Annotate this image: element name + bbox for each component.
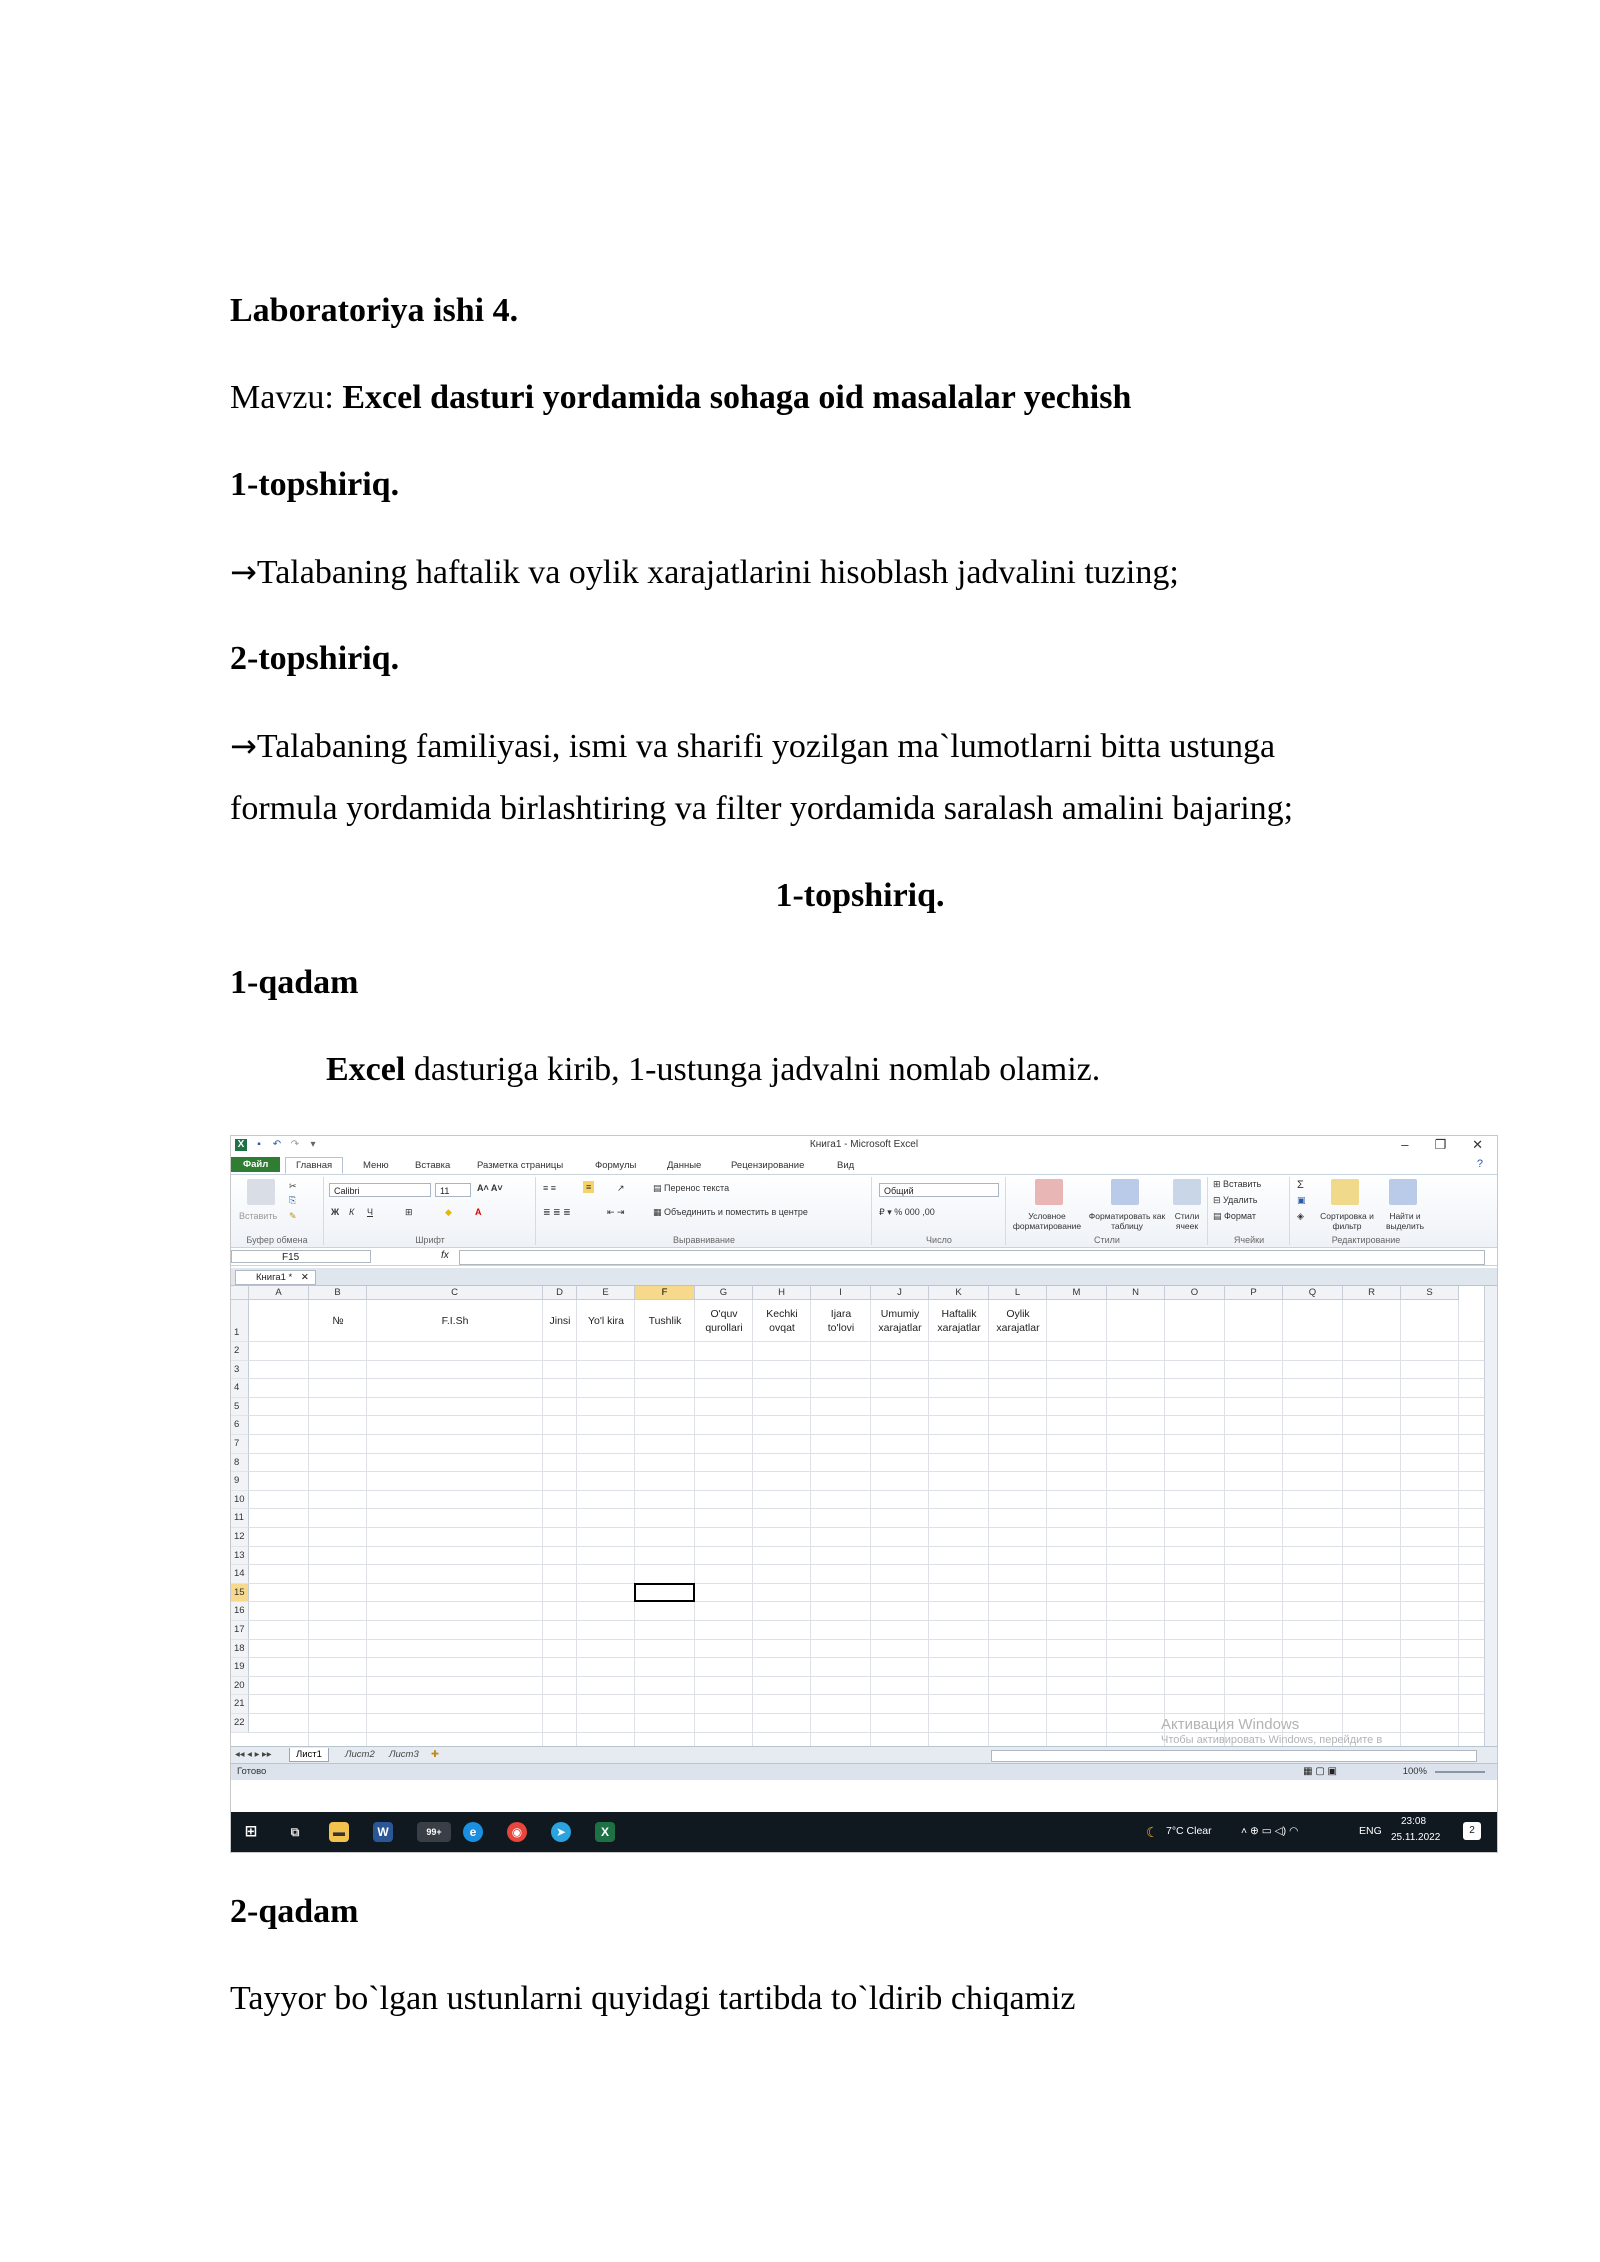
fill-color-icon[interactable]: ◆ — [445, 1207, 452, 1217]
styles-group — [1007, 1177, 1208, 1245]
grid-line — [1400, 1300, 1401, 1746]
column-header[interactable]: L — [989, 1286, 1047, 1300]
format-cells-icon: ▤ — [1213, 1211, 1225, 1221]
column-header[interactable]: G — [695, 1286, 753, 1300]
edge-icon[interactable]: e — [463, 1822, 483, 1842]
formula-bar — [231, 1249, 1497, 1266]
row-header[interactable]: 19 — [231, 1658, 249, 1677]
grid-line — [249, 1620, 1489, 1621]
row-header[interactable]: 4 — [231, 1379, 249, 1398]
wrap-text-button[interactable] — [653, 1183, 729, 1194]
delete-cells-label: Удалить — [1223, 1195, 1258, 1205]
align-left-icon[interactable]: ≣ ≣ ≣ — [543, 1207, 571, 1217]
lab-title: Laboratoriya ishi 4. — [230, 292, 519, 329]
grid-line — [1458, 1300, 1459, 1746]
tab-review[interactable]: Рецензирование — [731, 1160, 805, 1171]
header-cell[interactable] — [929, 1307, 989, 1335]
delete-cells-icon: ⊟ — [1213, 1195, 1224, 1205]
grid-line — [308, 1300, 309, 1746]
styles-group-label: Стили — [1094, 1235, 1120, 1245]
undo-icon[interactable]: ↶ — [272, 1139, 282, 1150]
active-cell[interactable] — [634, 1583, 695, 1603]
header-cell[interactable] — [309, 1314, 367, 1328]
grid-line — [988, 1300, 989, 1746]
word-icon[interactable]: W — [373, 1822, 393, 1842]
row-header[interactable]: 2 — [231, 1342, 249, 1361]
editing-group — [1291, 1177, 1441, 1245]
grid-line — [576, 1300, 577, 1746]
number-format-select[interactable]: Общий — [879, 1183, 999, 1197]
window-controls — [1401, 1137, 1483, 1153]
grid-line — [542, 1300, 543, 1746]
grid-line — [1164, 1300, 1165, 1746]
number-group — [873, 1177, 1006, 1245]
row-header[interactable]: 1 — [231, 1300, 249, 1342]
row-header[interactable]: 8 — [231, 1454, 249, 1473]
step1-text — [326, 1048, 1100, 1092]
formula-input[interactable] — [459, 1250, 1485, 1265]
row-header[interactable]: 21 — [231, 1695, 249, 1714]
header-cell-line: Tushlik — [648, 1315, 682, 1327]
header-cell-line: xarajatlar — [996, 1322, 1040, 1334]
grid-line — [1106, 1300, 1107, 1746]
file-explorer-icon[interactable]: ▬ — [329, 1822, 349, 1842]
grid-line — [249, 1601, 1489, 1602]
excel-screenshot — [230, 1135, 1498, 1853]
weather-text[interactable]: 7°C Clear — [1166, 1825, 1212, 1837]
header-cell-line: Jinsi — [549, 1315, 571, 1327]
task2-text-1: Talabaning familiyasi, ismi va sharifi yozilgan ma`lumotlarni bitta ustunga — [256, 728, 1276, 765]
grid-line — [249, 1341, 1489, 1342]
tab-home[interactable]: Главная — [285, 1157, 343, 1174]
align-top-icon[interactable]: ≡ ≡ — [543, 1183, 557, 1193]
align-middle-icon[interactable]: ≡ — [583, 1181, 594, 1193]
grid-line — [634, 1300, 635, 1746]
column-header[interactable]: B — [309, 1286, 367, 1300]
window-title: Книга1 - Microsoft Excel — [809, 1139, 919, 1150]
insert-cells-button[interactable] — [1213, 1179, 1261, 1190]
step1-bold: Excel — [326, 1051, 406, 1088]
cut-icon[interactable]: ✂ — [289, 1181, 297, 1191]
header-cell-line: Haftalik — [941, 1308, 977, 1320]
vertical-scrollbar[interactable] — [1484, 1286, 1497, 1746]
conditional-format-label[interactable]: Условное форматирование — [1012, 1211, 1082, 1231]
header-cell[interactable] — [635, 1314, 695, 1328]
column-header[interactable]: C — [367, 1286, 543, 1300]
grid-line — [249, 1508, 1489, 1509]
header-cell-line: № — [332, 1315, 344, 1327]
format-table-label[interactable]: Форматировать как таблицу — [1088, 1211, 1166, 1231]
tab-menu[interactable]: Меню — [363, 1160, 389, 1171]
column-header[interactable]: K — [929, 1286, 989, 1300]
clipboard-group — [231, 1177, 324, 1245]
row-header[interactable]: 11 — [231, 1509, 249, 1528]
task-view-icon[interactable]: ⧉ — [290, 1825, 300, 1839]
mail-icon[interactable] — [417, 1822, 451, 1842]
column-header[interactable]: Q — [1283, 1286, 1343, 1300]
row-header[interactable]: 17 — [231, 1621, 249, 1640]
new-sheet-icon[interactable]: ✚ — [431, 1749, 439, 1760]
mail-badge: 99+ — [426, 1827, 442, 1837]
insert-cells-label: Вставить — [1223, 1179, 1262, 1189]
borders-icon[interactable]: ⊞ — [405, 1207, 413, 1217]
sheet-nav-icon[interactable]: ◂◂ ◂ ▸ ▸▸ — [235, 1749, 272, 1760]
tab-formulas[interactable]: Формулы — [595, 1160, 637, 1171]
grid-line — [249, 1434, 1489, 1435]
copy-icon[interactable]: ⎘ — [289, 1195, 297, 1205]
grid-line — [249, 1415, 1489, 1416]
grid-line — [249, 1360, 1489, 1361]
sheet-tab-2[interactable]: Лист2 — [345, 1749, 375, 1760]
task2-text-line2: formula yordamida birlashtiring va filter yordamida saralash amalini bajaring; — [230, 790, 1294, 827]
watermark-title: Активация Windows — [1161, 1716, 1300, 1733]
grid-line — [249, 1490, 1489, 1491]
header-cell[interactable] — [811, 1307, 871, 1335]
font-group-label: Шрифт — [415, 1235, 445, 1245]
ribbon-tabs — [231, 1156, 1497, 1175]
number-format-icons[interactable]: ₽ ▾ % 000 ,00 — [879, 1207, 935, 1217]
column-header[interactable]: O — [1165, 1286, 1225, 1300]
tab-view[interactable]: Вид — [837, 1160, 855, 1171]
step1-heading: 1-qadam — [230, 964, 359, 1001]
zoom-slider[interactable] — [1435, 1771, 1485, 1773]
header-cell[interactable] — [543, 1314, 577, 1328]
clipboard-group-label: Буфер обмена — [246, 1235, 308, 1245]
customize-icon[interactable]: ▾ — [310, 1139, 316, 1150]
column-header[interactable]: M — [1047, 1286, 1107, 1300]
header-cell[interactable] — [367, 1314, 543, 1328]
row-header[interactable]: 7 — [231, 1435, 249, 1454]
tab-data[interactable]: Данные — [667, 1160, 702, 1171]
telegram-icon[interactable]: ➤ — [551, 1822, 571, 1842]
font-group — [325, 1177, 536, 1245]
row-header[interactable]: 3 — [231, 1361, 249, 1380]
horizontal-scrollbar[interactable] — [991, 1750, 1477, 1762]
close-icon[interactable]: ✕ — [1472, 1137, 1483, 1152]
header-cell-line: F.I.Sh — [441, 1315, 469, 1327]
excel-taskbar-icon[interactable]: X — [595, 1822, 615, 1842]
number-group-label: Число — [926, 1235, 952, 1245]
format-table-icon[interactable] — [1111, 1179, 1139, 1205]
zoom-level[interactable]: 100% — [1402, 1766, 1427, 1777]
restore-icon[interactable]: ❐ — [1434, 1137, 1447, 1152]
alignment-group-label: Выравнивание — [673, 1235, 735, 1245]
underline-icon[interactable]: Ч — [367, 1207, 373, 1217]
grid-line — [249, 1564, 1489, 1565]
sheet-tab-1[interactable]: Лист1 — [289, 1748, 329, 1762]
clear-icon[interactable]: ◈ — [1297, 1211, 1304, 1221]
indent-icon[interactable]: ⇤ ⇥ — [607, 1207, 625, 1217]
status-bar — [231, 1763, 1497, 1780]
grid-line — [249, 1453, 1489, 1454]
paste-label[interactable]: Вставить — [239, 1211, 278, 1221]
redo-icon[interactable]: ↷ — [290, 1139, 300, 1150]
grid-line — [249, 1713, 1489, 1714]
font-size-select[interactable]: 11 — [435, 1183, 471, 1197]
header-cell-line: Umumiy — [880, 1308, 920, 1320]
workbook-tabbar — [231, 1268, 1497, 1286]
tab-file[interactable]: Файл — [231, 1157, 280, 1172]
format-cells-button[interactable] — [1213, 1211, 1256, 1222]
windows-taskbar — [231, 1812, 1497, 1852]
header-cell-line: Kechki — [766, 1308, 798, 1320]
sheet-tab-3[interactable]: Лист3 — [389, 1749, 419, 1760]
alignment-group — [537, 1177, 872, 1245]
header-cell-line: qurollari — [705, 1322, 743, 1334]
step2-text: Tayyor bo`lgan ustunlarni quyidagi tartibda to`ldirib chiqamiz — [230, 1980, 1076, 2017]
excel-logo-icon: X — [235, 1139, 247, 1151]
row-header[interactable]: 16 — [231, 1602, 249, 1621]
row-header[interactable]: 22 — [231, 1714, 249, 1733]
cells-group-label: Ячейки — [1233, 1235, 1265, 1245]
step1-rest: dasturiga kirib, 1-ustunga jadvalni nomlab olamiz. — [405, 1051, 1101, 1088]
column-header[interactable]: J — [871, 1286, 929, 1300]
header-cell[interactable] — [577, 1314, 635, 1328]
header-cell-line: Oylik — [1006, 1308, 1030, 1320]
tab-insert[interactable]: Вставка — [415, 1160, 451, 1171]
workbook-tab-label: Книга1 * — [256, 1272, 293, 1283]
grid-line — [1046, 1300, 1047, 1746]
column-header[interactable]: R — [1343, 1286, 1401, 1300]
select-all-corner[interactable] — [231, 1286, 249, 1300]
status-text: Готово — [237, 1766, 267, 1777]
grid-line — [810, 1300, 811, 1746]
find-select-label[interactable]: Найти и выделить — [1385, 1211, 1425, 1231]
grid-line — [249, 1694, 1489, 1695]
merge-center-button[interactable] — [653, 1207, 808, 1218]
grid-line — [249, 1527, 1489, 1528]
font-color-icon[interactable]: A — [475, 1207, 482, 1217]
grid-line — [249, 1397, 1489, 1398]
sheet-tabs-bar — [231, 1746, 1497, 1763]
header-cell[interactable] — [989, 1307, 1047, 1335]
row-header[interactable]: 14 — [231, 1565, 249, 1584]
grid-line — [249, 1471, 1489, 1472]
paste-icon[interactable] — [247, 1179, 275, 1205]
insert-cells-icon: ⊞ — [1213, 1179, 1224, 1189]
grid-line — [1224, 1300, 1225, 1746]
column-header[interactable]: H — [753, 1286, 811, 1300]
step2-heading: 2-qadam — [230, 1893, 359, 1930]
column-header[interactable]: I — [811, 1286, 871, 1300]
center-heading: 1-topshiriq. — [775, 877, 945, 914]
autosum-icon[interactable]: Σ — [1297, 1179, 1304, 1191]
watermark-line1: Чтобы активировать Windows, перейдите в — [1161, 1734, 1383, 1746]
header-cell-line: to'lovi — [827, 1322, 855, 1334]
close-tab-icon[interactable]: ✕ — [300, 1272, 309, 1283]
column-header[interactable]: F — [635, 1286, 695, 1300]
grid-line — [1282, 1300, 1283, 1746]
column-header[interactable]: D — [543, 1286, 577, 1300]
column-header[interactable]: P — [1225, 1286, 1283, 1300]
task1-text: Talabaning haftalik va oylik xarajatlarini hisoblash jadvalini tuzing; — [256, 554, 1179, 591]
workbook-tab[interactable] — [235, 1270, 316, 1285]
view-buttons-icon[interactable]: ▦ ▢ ▣ — [1303, 1766, 1337, 1777]
grid-line — [1342, 1300, 1343, 1746]
grid-line — [366, 1300, 367, 1746]
column-header[interactable]: E — [577, 1286, 635, 1300]
font-name-select[interactable]: Calibri — [329, 1183, 431, 1197]
header-cell-line: Yo'l kira — [587, 1315, 625, 1327]
clock-date[interactable]: 25.11.2022 — [1391, 1832, 1441, 1843]
row-header[interactable]: 9 — [231, 1472, 249, 1491]
row-header[interactable]: 20 — [231, 1677, 249, 1696]
task2-text-line1 — [230, 724, 1275, 769]
clock-time[interactable]: 23:08 — [1401, 1816, 1427, 1827]
grid-line — [249, 1378, 1489, 1379]
wrap-text-icon: ▤ — [653, 1183, 665, 1193]
save-icon[interactable]: ▪ — [257, 1139, 261, 1150]
header-cell[interactable] — [695, 1307, 753, 1335]
grid-line — [249, 1583, 1489, 1584]
conditional-format-icon[interactable] — [1035, 1179, 1063, 1205]
header-cell-line: Ijara — [830, 1308, 852, 1320]
orientation-icon[interactable]: ↗ — [617, 1183, 625, 1193]
task1-text-line — [230, 550, 1179, 595]
spreadsheet-grid[interactable] — [231, 1286, 1489, 1746]
cell-styles-icon[interactable] — [1173, 1179, 1201, 1205]
header-cell-line: ovqat — [769, 1322, 795, 1334]
row-header[interactable]: 6 — [231, 1416, 249, 1435]
editing-group-label: Редактирование — [1331, 1235, 1401, 1245]
grow-font-icon[interactable]: A˄ A˅ — [477, 1183, 503, 1193]
grid-line — [928, 1300, 929, 1746]
cells-group — [1209, 1177, 1290, 1245]
task2-heading: 2-topshiriq. — [230, 640, 400, 677]
column-header[interactable]: N — [1107, 1286, 1165, 1300]
cell-styles-label[interactable]: Стили ячеек — [1174, 1211, 1200, 1231]
wrap-text-label: Перенос текста — [664, 1183, 730, 1193]
notification-count: 2 — [1469, 1825, 1475, 1836]
header-cell-line: O'quv — [710, 1308, 738, 1320]
notification-icon[interactable] — [1463, 1822, 1481, 1840]
sort-filter-icon[interactable] — [1331, 1179, 1359, 1205]
language-indicator[interactable]: ENG — [1359, 1825, 1382, 1837]
merge-icon: ▦ — [653, 1207, 665, 1217]
topic-line — [230, 376, 1131, 420]
row-header[interactable]: 15 — [231, 1584, 249, 1603]
topic-title: Excel dasturi yordamida sohaga oid masalalar yechish — [342, 379, 1132, 416]
grid-line — [249, 1657, 1489, 1658]
arrow-icon: → — [230, 553, 257, 591]
grid-line — [752, 1300, 753, 1746]
grid-line — [694, 1300, 695, 1746]
find-select-icon[interactable] — [1389, 1179, 1417, 1205]
header-cell[interactable] — [871, 1307, 929, 1335]
sort-filter-label[interactable]: Сортировка и фильтр — [1320, 1211, 1374, 1231]
row-header[interactable]: 10 — [231, 1491, 249, 1510]
tab-page-layout[interactable]: Разметка страницы — [477, 1160, 564, 1171]
row-header[interactable]: 5 — [231, 1398, 249, 1417]
minimize-icon[interactable]: – — [1401, 1137, 1409, 1152]
grid-line — [870, 1300, 871, 1746]
windows-start-icon[interactable]: ⊞ — [244, 1823, 258, 1840]
weather-icon: ☾ — [1146, 1824, 1159, 1840]
ribbon — [231, 1175, 1497, 1248]
grid-line — [249, 1546, 1489, 1547]
fx-icon[interactable]: fx — [441, 1250, 449, 1261]
arrow-icon: → — [230, 727, 257, 765]
help-icon[interactable]: ? — [1476, 1158, 1483, 1170]
italic-icon[interactable]: К — [349, 1207, 355, 1217]
format-cells-label: Формат — [1224, 1211, 1256, 1221]
column-header[interactable]: S — [1401, 1286, 1459, 1300]
row-header[interactable]: 18 — [231, 1640, 249, 1659]
task1-heading: 1-topshiriq. — [230, 466, 400, 503]
header-cell[interactable] — [753, 1307, 811, 1335]
excel-titlebar — [231, 1136, 1497, 1154]
chrome-icon[interactable]: ◉ — [507, 1822, 527, 1842]
delete-cells-button[interactable] — [1213, 1195, 1257, 1206]
row-header[interactable]: 13 — [231, 1547, 249, 1566]
fill-icon[interactable]: ▣ — [1297, 1195, 1306, 1205]
grid-line — [249, 1676, 1489, 1677]
name-box[interactable]: F15 — [231, 1250, 371, 1263]
tray-icons[interactable]: ˄ ⊕ ▭ ◁) ◠ — [1241, 1825, 1299, 1837]
merge-center-label: Объединить и поместить в центре — [664, 1207, 808, 1217]
grid-line — [249, 1639, 1489, 1640]
format-painter-icon[interactable]: ✎ — [289, 1211, 297, 1221]
header-cell-line: xarajatlar — [937, 1322, 981, 1334]
topic-prefix: Mavzu: — [230, 379, 343, 416]
header-cell-line: xarajatlar — [878, 1322, 922, 1334]
column-header[interactable]: A — [249, 1286, 309, 1300]
row-header[interactable]: 12 — [231, 1528, 249, 1547]
bold-icon[interactable]: Ж — [331, 1207, 340, 1217]
